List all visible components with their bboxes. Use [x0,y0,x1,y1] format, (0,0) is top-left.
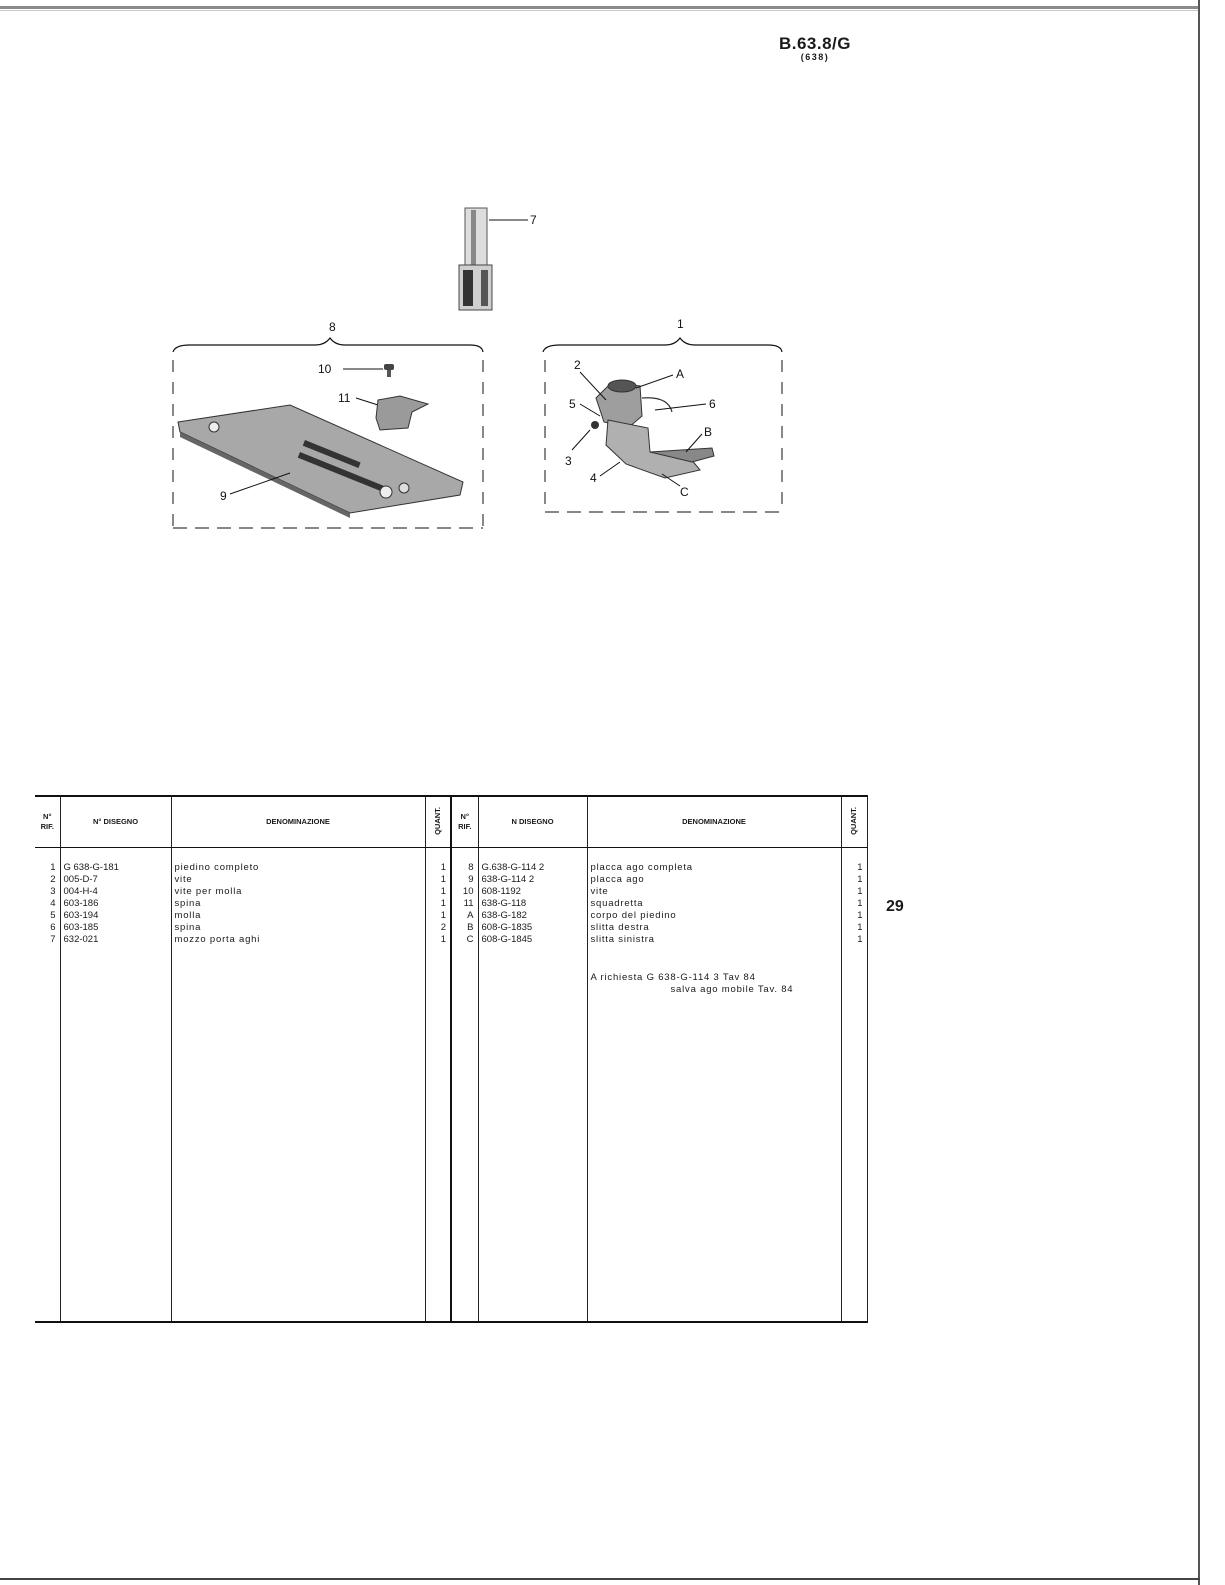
table-note-line-2: salva ago mobile Tav. 84 [670,984,794,995]
list-item: 3 [50,886,56,897]
column-denominazione-left [171,848,425,1323]
header-rif-right: N° RIF. [451,796,478,848]
table-body-row [35,848,867,1323]
bottom-border-rule [0,1578,1200,1580]
callout-C: C [680,485,689,499]
list-item: 603-194 [63,910,99,921]
list-item: 1 [440,874,446,885]
callout-6: 6 [709,397,716,411]
list-item: corpo del piedino [590,910,677,921]
column-rif-right [451,848,478,1323]
list-item: 1 [50,862,56,873]
list-item: G.638-G-114 2 [481,862,545,873]
callout-3: 3 [565,454,572,468]
list-item: 632-021 [63,934,99,945]
list-item: 608-G-1845 [481,934,533,945]
callout-B: B [704,425,713,439]
list-item: molla [174,910,202,921]
list-item: 8 [468,862,474,873]
callout-A: A [676,367,685,381]
list-item: piedino completo [174,862,260,873]
header-disegno-left: N° DISEGNO [60,796,171,848]
list-item: 11 [463,898,474,909]
list-item: 2 [440,922,446,933]
list-item: 004-H-4 [63,886,98,897]
list-item: 603-186 [63,898,99,909]
list-item: spina [174,922,202,933]
part-1-presser-foot-drawing [591,380,714,478]
list-item: vite [174,874,193,885]
header-denominazione-left: DENOMINAZIONE [171,796,425,848]
header-disegno-right: N DISEGNO [478,796,587,848]
callout-1: 1 [677,317,684,331]
list-item: 638-G-182 [481,910,527,921]
header-quant-left-label: QUANT. [432,806,442,835]
list-item: mozzo porta aghi [174,934,261,945]
list-item: 1 [857,898,863,909]
list-item: vite per molla [174,886,243,897]
column-quant-right [841,848,867,1323]
column-quant-left [425,848,451,1323]
header-quant-right [841,796,867,848]
column-disegno-right [478,848,587,1323]
page-number: 29 [886,898,904,915]
list-item: B [467,922,474,933]
list-item: 1 [857,886,863,897]
list-item: 4 [50,898,56,909]
list-item: squadretta [590,898,644,909]
list-item: vite [590,886,609,897]
list-item: 638-G-118 [481,898,527,909]
header-quant-right-label: QUANT. [849,806,858,835]
column-denominazione-right [587,848,841,1323]
list-item: 1 [857,862,863,873]
header-denominazione-right: DENOMINAZIONE [587,796,841,848]
list-item: slitta destra [590,922,650,933]
list-item: 5 [50,910,56,921]
list-item: 1 [857,922,863,933]
list-item: G 638-G-181 [63,862,119,873]
list-item: 1 [440,898,446,909]
column-disegno-left [60,848,171,1323]
list-item: 005-D-7 [63,874,98,885]
list-item: 10 [462,886,474,897]
list-item: C [466,934,474,945]
callout-8: 8 [329,320,336,334]
document-subcode: (638) [800,52,830,62]
callout-11: 11 [338,391,351,405]
list-item: 2 [50,874,56,885]
list-item: 638-G-114 2 [481,874,535,885]
list-item: A [467,910,474,921]
parts-list-table [35,795,867,1323]
list-item: 1 [440,910,446,921]
list-item: 1 [857,874,863,885]
callout-10: 10 [318,362,332,376]
list-item: placca ago [590,874,645,885]
list-item: 6 [50,922,56,933]
callout-9: 9 [220,489,227,503]
header-quant-left [425,796,451,848]
list-item: 1 [440,862,446,873]
list-item: slitta sinistra [590,934,655,945]
table-note-line-1: A richiesta G 638-G-114 3 Tav 84 [590,972,756,983]
header-rif-left: N° RIF. [35,796,60,848]
column-rif-left [35,848,60,1323]
parts-illustration [0,0,1225,700]
list-item: 1 [440,886,446,897]
list-item: 7 [50,934,56,945]
table-header-row [35,796,867,848]
list-item: 603-185 [63,922,99,933]
callout-2: 2 [574,358,581,372]
list-item: spina [174,898,202,909]
list-item: 608-1192 [481,886,521,897]
list-item: 1 [857,934,863,945]
list-item: 1 [440,934,446,945]
callout-7: 7 [530,213,537,227]
document-code: B.63.8/G [778,34,852,53]
part-7-hub-drawing [459,208,528,310]
list-item: placca ago completa [590,862,693,873]
callout-4: 4 [590,471,597,485]
list-item: 1 [857,910,863,921]
list-item: 9 [468,874,474,885]
list-item: 608-G-1835 [481,922,533,933]
callout-5: 5 [569,397,576,411]
